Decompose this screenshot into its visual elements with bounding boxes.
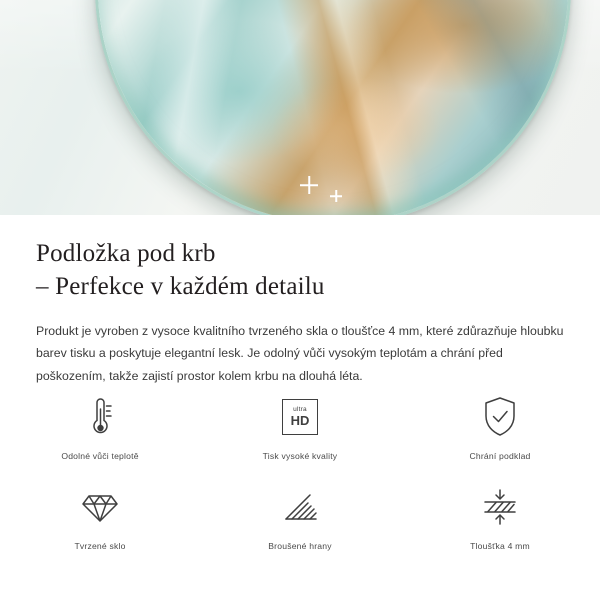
feature-label: Tvrzené sklo [74,541,126,551]
feature-item-thickness [400,483,600,551]
ultra-hd-icon [282,393,318,441]
feature-item-protection [400,393,600,461]
headline-line-1: Podložka pod krb [36,240,216,267]
feature-item-temperature [0,393,200,461]
feature-label: Chrání podklad [469,451,531,461]
text-content [0,215,600,388]
headline-line-2: – Perfekce v každém detailu [36,273,325,301]
feature-label: Tisk vysoké kvality [262,451,338,461]
ultra-hd-bottom-label: HD [290,413,310,429]
feature-item-print-quality [200,393,400,461]
ultra-hd-top-label: ultra [293,405,307,413]
glass-board-image [95,0,571,215]
hero-image [0,0,600,215]
thickness-icon [477,483,523,531]
polished-edges-icon [278,483,322,531]
diamond-icon [78,483,122,531]
page-title [0,215,600,304]
thermometer-icon [80,393,120,441]
feature-item-polished-edges [200,483,400,551]
feature-label: Broušené hrany [268,541,332,551]
feature-label: Odolné vůči teplotě [61,451,139,461]
description-paragraph: Produkt je vyroben z vysoce kvalitního tvrzeného skla o tloušťce 4 mm, které zdůrazňuje hloubku barev tisku a poskytuje elegantní lesk. Je odolný vůči vysokým teplotám a chrání před poškozením, takže zajistí prostor kolem krbu na dlouhá léta. [36,323,564,383]
feature-grid [0,393,600,551]
feature-label: Tloušťka 4 mm [470,541,530,551]
shield-check-icon [479,393,521,441]
feature-item-tempered-glass [0,483,200,551]
